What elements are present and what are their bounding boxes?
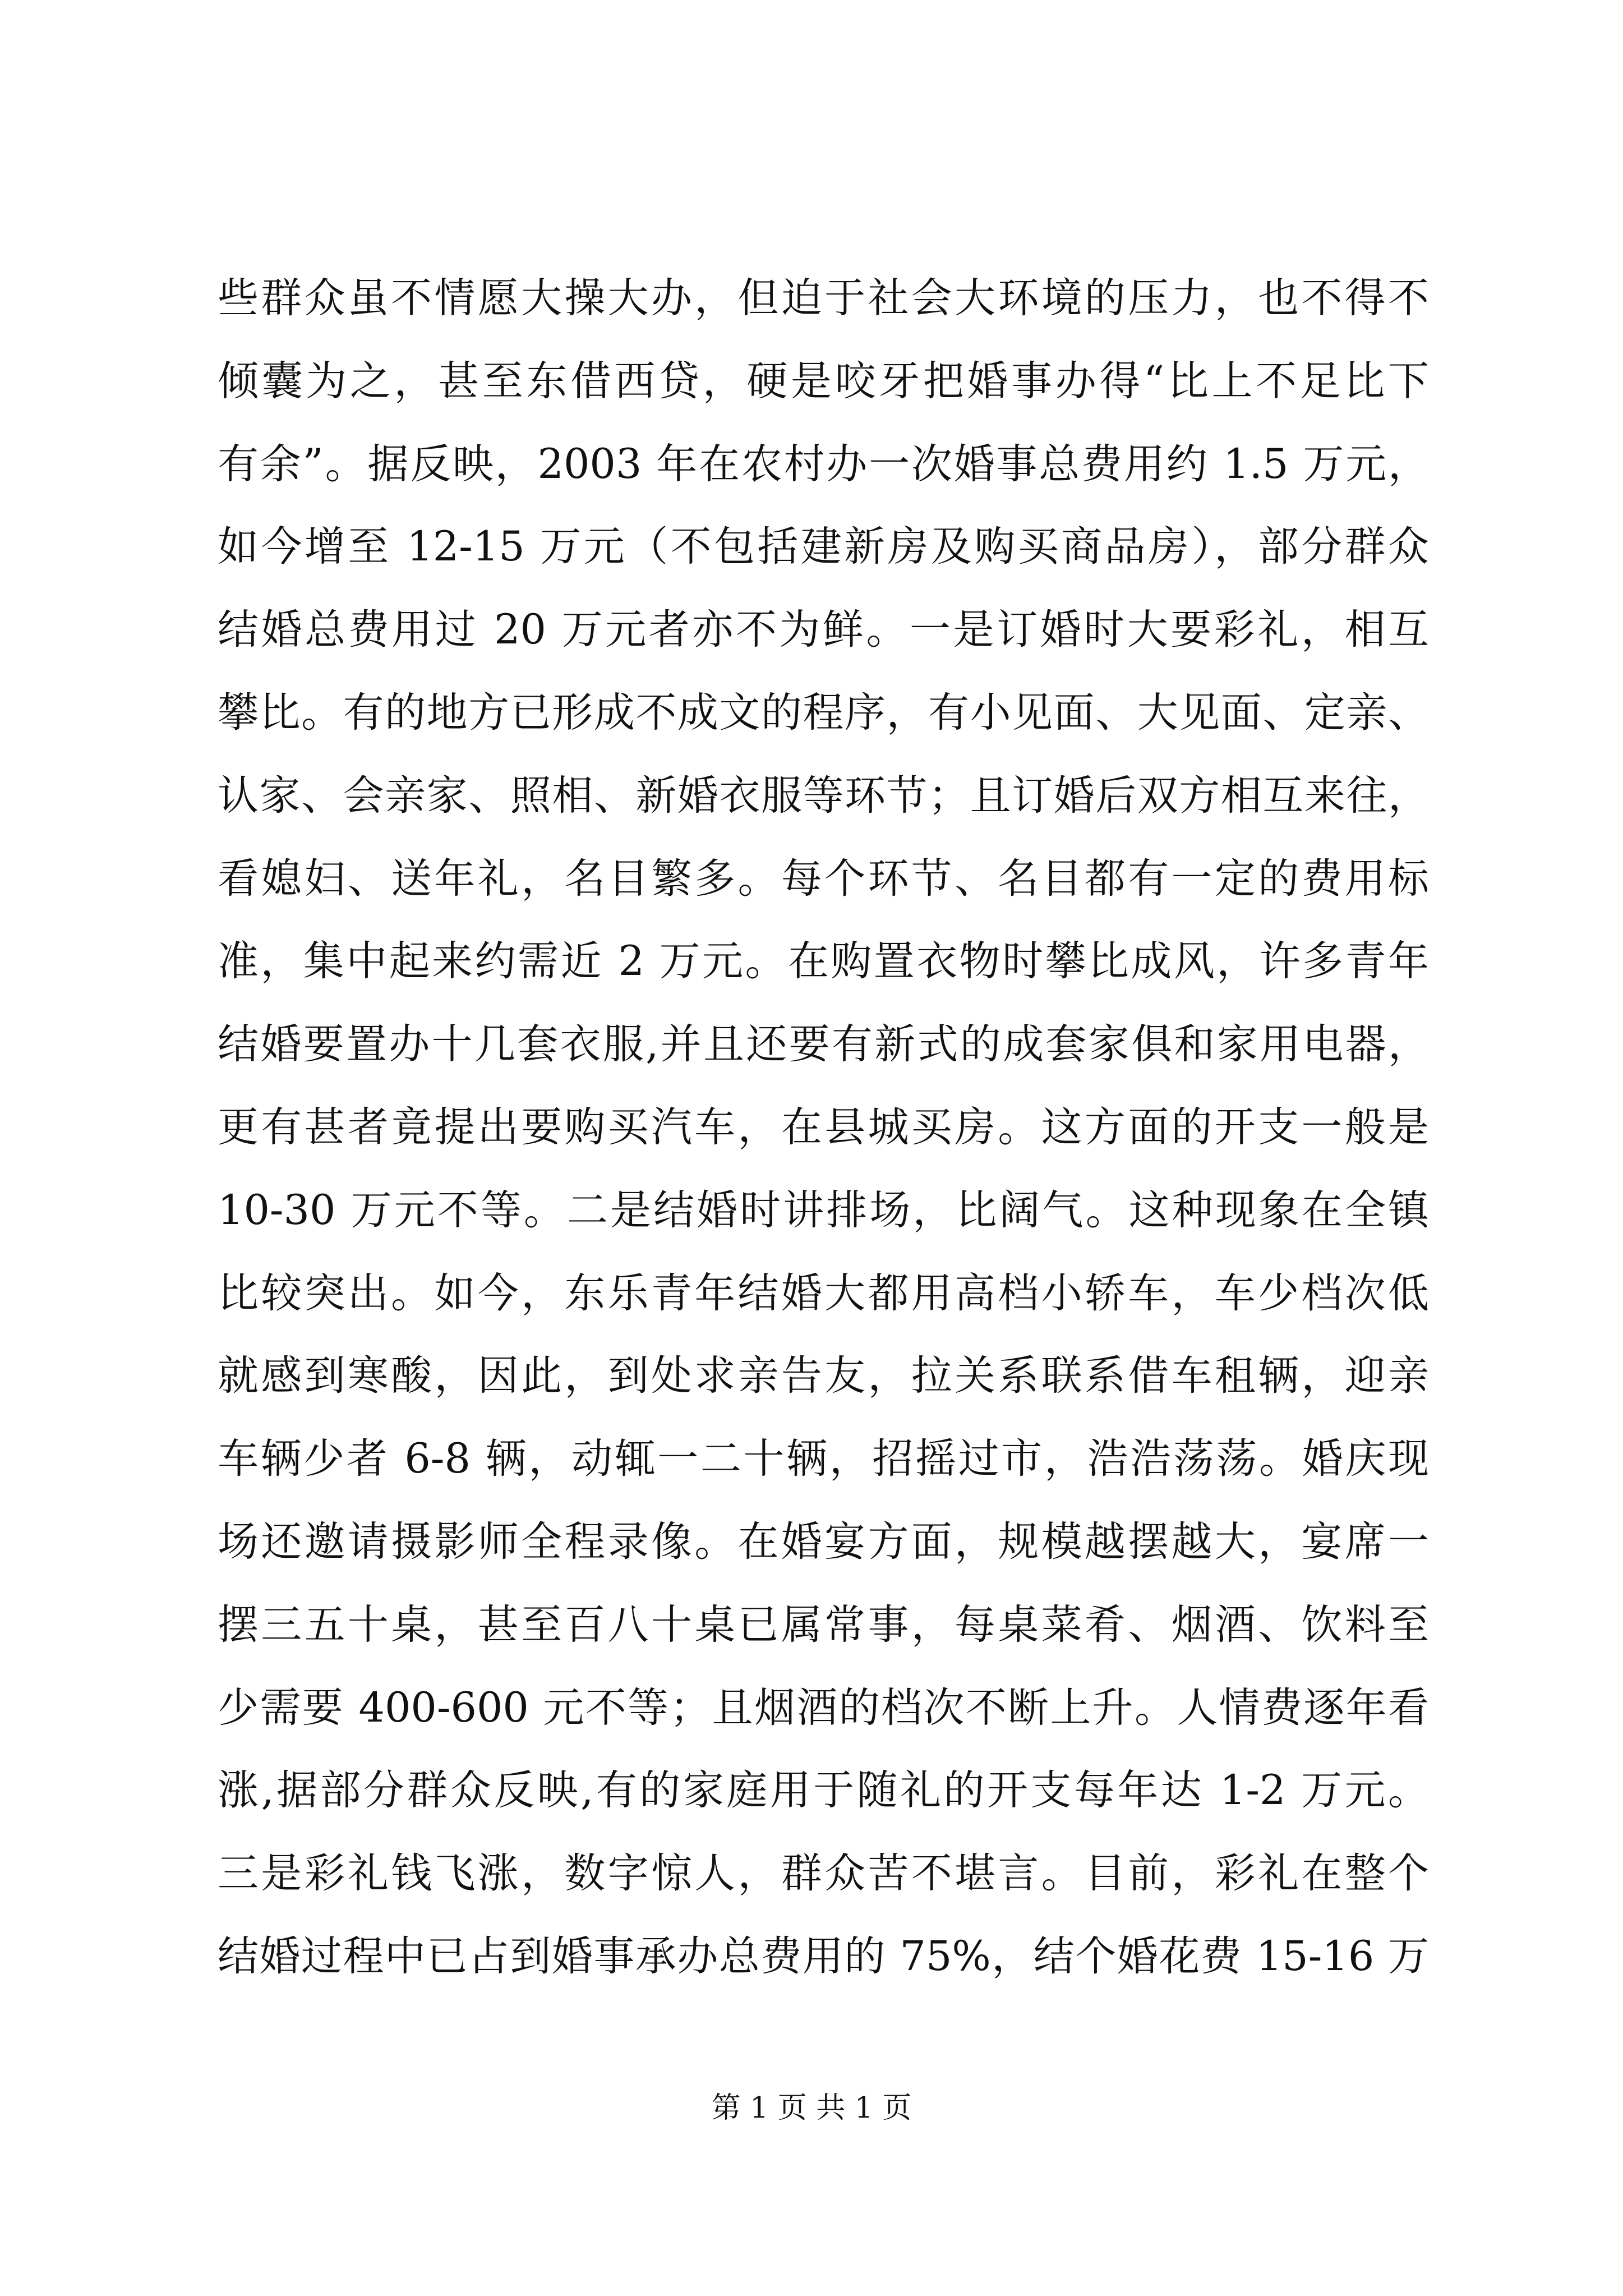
text-line: 三是彩礼钱飞涨，数字惊人，群众苦不堪言。目前，彩礼在整个 <box>218 1849 1429 1898</box>
text-line: 少需要 400-600 元不等；且烟酒的档次不断上升。人情费逐年看 <box>218 1683 1429 1732</box>
text-line: 摆三五十桌，甚至百八十桌已属常事，每桌菜肴、烟酒、饮料至 <box>218 1600 1429 1649</box>
text-line: 10-30 万元不等。二是结婚时讲排场，比阔气。这种现象在全镇 <box>218 1186 1429 1234</box>
text-line: 倾囊为之，甚至东借西贷，硬是咬牙把婚事办得“比上不足比下 <box>218 357 1429 405</box>
text-line: 结婚过程中已占到婚事承办总费用的 75%，结个婚花费 15-16 万 <box>218 1932 1429 1980</box>
text-line: 攀比。有的地方已形成不成文的程序，有小见面、大见面、定亲、 <box>218 688 1429 737</box>
text-line: 比较突出。如今，东乐青年结婚大都用高档小轿车，车少档次低 <box>218 1269 1429 1317</box>
text-line: 结婚总费用过 20 万元者亦不为鲜。一是订婚时大要彩礼，相互 <box>218 606 1429 654</box>
text-line: 涨,据部分群众反映,有的家庭用于随礼的开支每年达 1-2 万元。 <box>218 1766 1429 1815</box>
text-line: 准，集中起来约需近 2 万元。在购置衣物时攀比成风，许多青年 <box>218 937 1429 986</box>
text-line: 些群众虽不情愿大操大办，但迫于社会大环境的压力，也不得不 <box>218 274 1429 322</box>
page-number-label: 第 1 页 共 1 页 <box>711 2091 912 2125</box>
text-line: 看媳妇、送年礼，名目繁多。每个环节、名目都有一定的费用标 <box>218 854 1429 903</box>
text-line: 认家、会亲家、照相、新婚衣服等环节；且订婚后双方相互来往， <box>218 771 1429 820</box>
text-line: 就感到寒酸，因此，到处求亲告友，拉关系联系借车租辆，迎亲 <box>218 1352 1429 1400</box>
page-footer <box>0 2086 1623 2131</box>
text-line: 结婚要置办十几套衣服,并且还要有新式的成套家俱和家用电器， <box>218 1020 1430 1069</box>
text-line: 有余”。据反映，2003 年在农村办一次婚事总费用约 1.5 万元， <box>218 440 1429 488</box>
body-text <box>218 257 1429 1998</box>
text-line: 车辆少者 6-8 辆，动辄一二十辆，招摇过市，浩浩荡荡。婚庆现 <box>218 1435 1429 1483</box>
text-line: 如今增至 12-15 万元（不包括建新房及购买商品房），部分群众 <box>218 523 1429 571</box>
text-line: 场还邀请摄影师全程录像。在婚宴方面，规模越摆越大，宴席一 <box>218 1517 1429 1566</box>
text-line: 更有甚者竟提出要购买汽车，在县城买房。这方面的开支一般是 <box>218 1103 1429 1151</box>
